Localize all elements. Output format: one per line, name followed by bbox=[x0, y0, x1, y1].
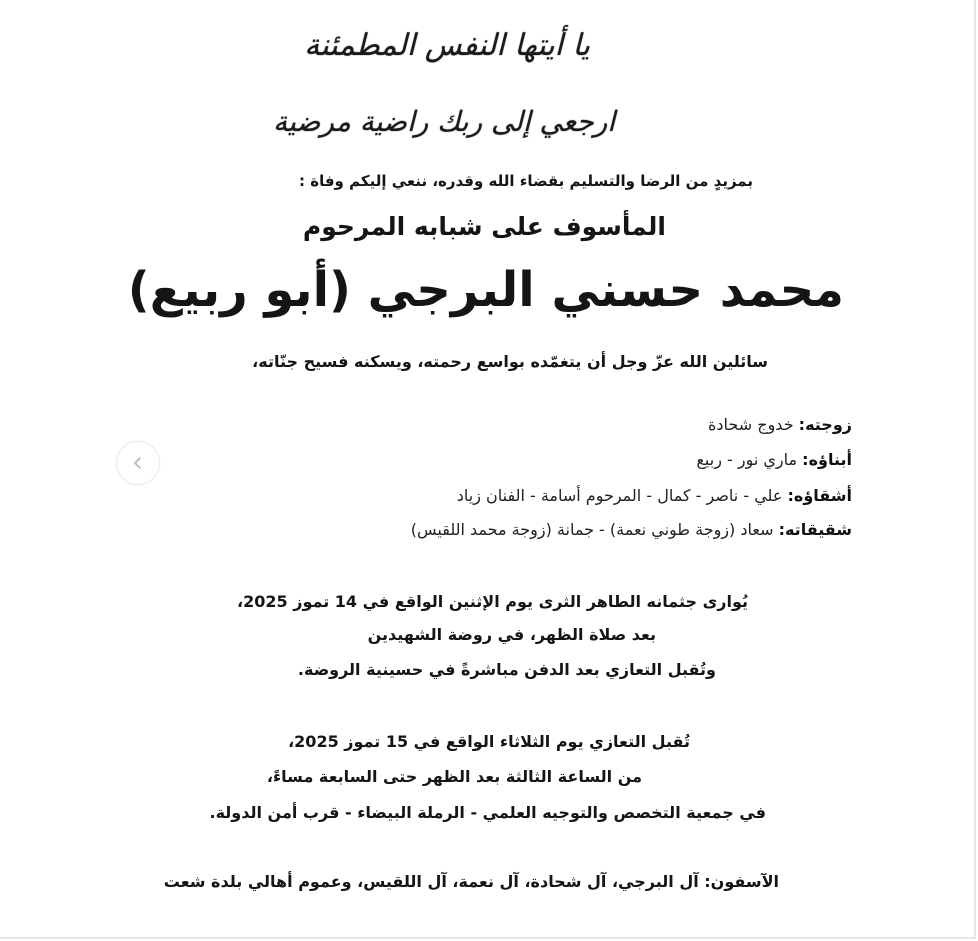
relative-label: زوجته: bbox=[798, 415, 852, 434]
relative-label: أشقاؤه: bbox=[787, 486, 852, 505]
deceased-name: محمد حسني البرجي (أبو ربيع) bbox=[127, 262, 844, 318]
burial-line-2: بعد صلاة الظهر، في روضة الشهيدين bbox=[367, 625, 656, 644]
relative-wife bbox=[708, 415, 852, 434]
relative-children bbox=[696, 450, 852, 469]
intro-text: بمزيدٍ من الرضا والتسليم بقضاء الله وقدره، ننعي إليكم وفاة : bbox=[299, 172, 753, 190]
mourners-line: الآسفون: آل البرجي، آل شحادة، آل نعمة، آل اللقيس، وعموم أهالي بلدة شعت bbox=[163, 872, 779, 891]
relative-label: شقيقاته: bbox=[778, 520, 852, 539]
relative-sisters bbox=[411, 520, 852, 539]
condolences-line-3: في جمعية التخصص والتوجيه العلمي - الرملة البيضاء - قرب أمن الدولة. bbox=[209, 803, 766, 822]
chevron-left-icon bbox=[132, 456, 144, 470]
relative-value: علي - ناصر - كمال - المرحوم أسامة - الفنان زياد bbox=[456, 486, 788, 505]
quran-verse-line-1: يا أيتها النفس المطمئنة bbox=[304, 28, 590, 63]
quran-verse-line-2: ارجعي إلى ربك راضية مرضية bbox=[273, 105, 615, 138]
carousel-prev-button[interactable] bbox=[116, 441, 160, 485]
relative-value: خدوج شحادة bbox=[708, 415, 799, 434]
relative-label: أبناؤه: bbox=[802, 450, 852, 469]
condolences-line-1: تُقبل التعازي يوم الثلاثاء الواقع في 15 تموز 2025، bbox=[288, 732, 690, 751]
prayer-text: سائلين الله عزّ وجل أن يتغمّده بواسع رحمته، ويسكنه فسيح جنّاته، bbox=[252, 352, 768, 371]
burial-line-3: وتُقبل التعازي بعد الدفن مباشرةً في حسينية الروضة. bbox=[297, 660, 716, 679]
relative-brothers bbox=[457, 486, 852, 505]
burial-line-1: يُوارى جثمانه الطاهر الثرى يوم الإثنين الواقع في 14 تموز 2025، bbox=[237, 592, 748, 611]
deceased-subtitle: المأسوف على شبابه المرحوم bbox=[302, 212, 666, 241]
relative-value: سعاد (زوجة طوني نعمة) - جمانة (زوجة محمد اللقيس) bbox=[410, 520, 779, 539]
condolences-line-2: من الساعة الثالثة بعد الظهر حتى السابعة مساءً، bbox=[266, 767, 642, 786]
relative-value: ماري نور - ربيع bbox=[696, 450, 803, 469]
